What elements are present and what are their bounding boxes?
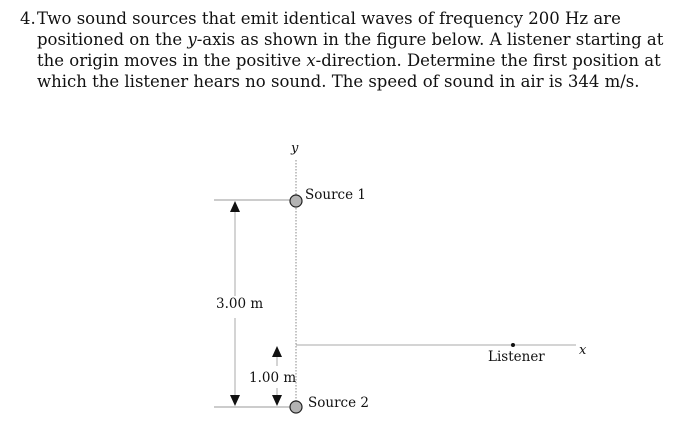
problem-number: 4. [20, 9, 36, 28]
listener-label: Listener [488, 349, 545, 365]
arrow-up-icon [272, 346, 282, 357]
y-axis-label: y [291, 141, 299, 156]
x-axis-label: x [579, 343, 587, 358]
dimension-1m-label: 1.00 m [249, 370, 297, 386]
source2-label: Source 2 [308, 395, 369, 411]
problem-text-part: -direction. Determine the first position at which the listener hears no sound. The speed of sound in air is 344 m/s. [37, 51, 661, 91]
arrow-down-icon [272, 395, 282, 406]
dimension-3m-label: 3.00 m [216, 296, 264, 312]
arrow-down-icon [230, 395, 240, 406]
listener-dot [511, 343, 515, 347]
source2-marker [290, 401, 302, 413]
problem-text-part: -axis as shown in the figure below. A listener starting at the origin moves in the positive [37, 30, 664, 70]
dimension-1m [249, 346, 296, 406]
arrow-up-icon [230, 201, 240, 212]
problem-text-x: x [306, 51, 316, 70]
source1-label: Source 1 [305, 187, 366, 203]
problem-text-part: Two sound sources that emit identical waves of frequency 200 Hz are positioned on the [37, 9, 621, 49]
problem-text-y: y [187, 30, 197, 49]
source1-marker [290, 195, 302, 207]
